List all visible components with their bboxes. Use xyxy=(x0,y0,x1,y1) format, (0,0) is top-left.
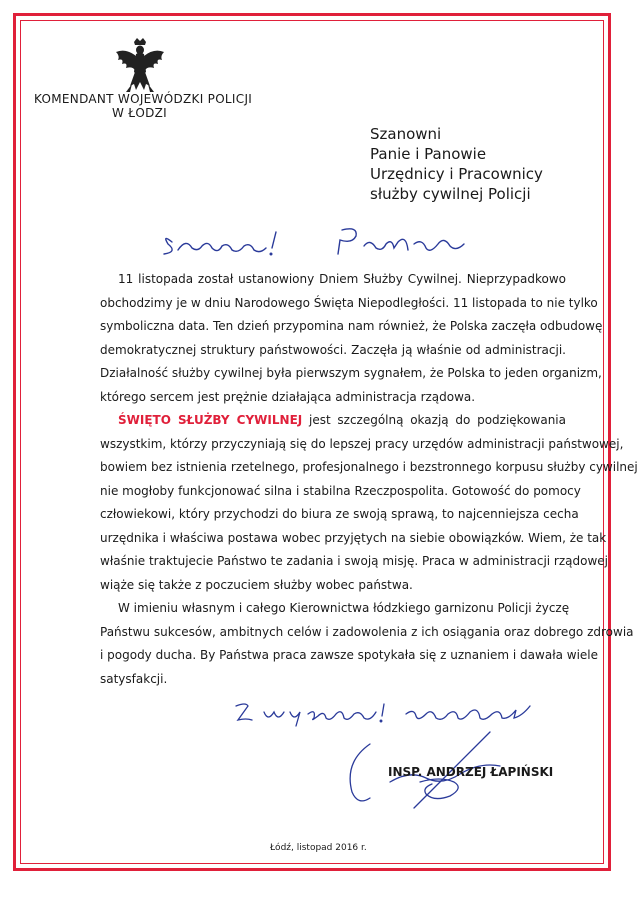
text-line: właśnie traktujecie Państwo te zadania i swoją misję. Praca w administracji rządowej xyxy=(100,554,609,568)
text-line: satysfakcji. xyxy=(100,671,168,686)
text-line: W imieniu własnym i całego Kierownictwa łódzkiego garnizonu Policji życzę xyxy=(118,601,570,615)
text-line: i pogody ducha. By Państwa praca zawsze spotykała się z uznaniem i dawała wiele xyxy=(100,648,599,662)
signer-name: INSP. ANDRZEJ ŁAPIŃSKI xyxy=(388,765,554,779)
issuer-city: W ŁODZI xyxy=(112,106,167,120)
text-line: 11 listopada został ustanowiony Dniem Służby Cywilnej. Nieprzypadkowo xyxy=(118,272,566,286)
recipient-line: służby cywilnej Policji xyxy=(370,185,531,203)
text-line: Działalność służby cywilnej była pierwszym sygnałem, że Polska to jeden organizm, xyxy=(100,366,602,380)
text-line: wszystkim, którzy przyczyniają się do lepszej pracy urzędów administracji państwowej, xyxy=(100,436,624,451)
text-line: wiąże się także z poczuciem służby wobec państwa. xyxy=(100,577,413,592)
recipient-line: Szanowni xyxy=(370,125,442,143)
paragraph-3 xyxy=(100,597,634,691)
text-line: urzędnika i właściwa postawa wobec przyjętych na siebie obowiązków. Wiem, że tak xyxy=(100,530,607,545)
text-line: którego sercem jest prężnie działająca administracja rządowa. xyxy=(100,389,476,404)
text-line: nie mogłoby funkcjonować silna i stabilna Rzeczpospolita. Gotowość do pomocy xyxy=(100,483,581,498)
polish-eagle-emblem-icon xyxy=(112,36,168,98)
handwritten-salutation xyxy=(158,224,488,264)
text-line: obchodzimy je w dniu Narodowego Święta Niepodległości. 11 listopada to nie tylko xyxy=(100,295,598,310)
recipient-block xyxy=(370,124,543,204)
text-line: demokratycznej struktury państwowości. Zaczęła ją właśnie od administracji. xyxy=(100,342,566,357)
text-line xyxy=(100,409,566,433)
paragraph-2 xyxy=(100,409,638,597)
highlight-text: ŚWIĘTO SŁUŻBY CYWILNEJ xyxy=(118,413,303,427)
recipient-line: Urzędnicy i Pracownicy xyxy=(370,165,543,183)
issuer-title: KOMENDANT WOJEWÓDZKI POLICJI xyxy=(34,92,253,106)
recipient-line: Panie i Panowie xyxy=(370,145,487,163)
text-line: Państwu sukcesów, ambitnych celów i zadowolenia z ich osiągania oraz dobrego zdrowia xyxy=(100,624,634,639)
text-fragment: jest szczególną okazją do podziękowania xyxy=(308,413,566,427)
text-line: symboliczna data. Ten dzień przypomina nam również, że Polska zaczęła odbudowę xyxy=(100,319,603,333)
paragraph-1 xyxy=(100,268,603,409)
place-date: Łódź, listopad 2016 r. xyxy=(270,843,367,853)
text-line: bowiem bez istnienia rzetelnego, profesjonalnego i bezstronnego korpusu służby cywilnej xyxy=(100,460,638,474)
text-line: człowiekowi, który przychodzi do biura ze swoją sprawą, to najcenniejsza cecha xyxy=(100,507,579,521)
letter-body xyxy=(100,268,638,691)
